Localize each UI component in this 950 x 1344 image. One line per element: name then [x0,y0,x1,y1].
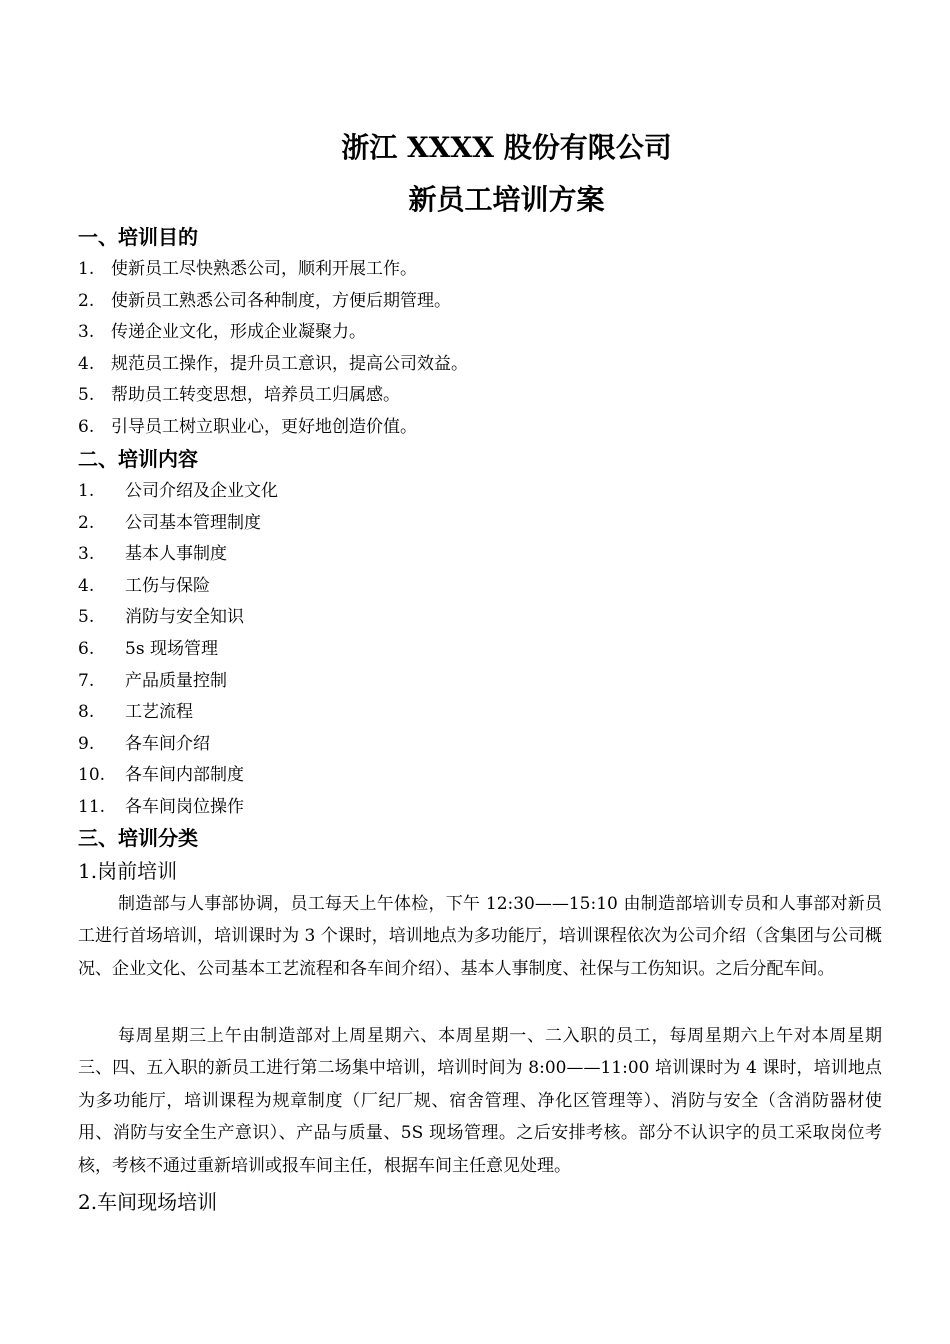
list-item-text: 规范员工操作，提升员工意识，提高公司效益。 [111,353,468,374]
list-item-text: 公司基本管理制度 [125,512,261,533]
list-item-number: 1. [78,259,95,279]
list-item-text: 消防与安全知识 [125,607,244,628]
list-item-number: 3. [78,544,95,565]
list-item-text: 产品质量控制 [125,670,227,691]
list-item-number: 2. [78,512,95,533]
subheading-workshop-training: 2.车间现场培训 [78,1190,218,1214]
list-item-text: 使新员工熟悉公司各种制度，方便后期管理。 [111,290,451,311]
section-heading-category: 三、培训分类 [78,826,198,850]
company-title: 浙江 XXXX 股份有限公司 [341,131,672,164]
list-item-text: 工艺流程 [125,702,193,723]
section-heading-content: 二、培训内容 [78,447,198,471]
document-title: 新员工培训方案 [408,183,605,216]
list-item-number: 10. [78,765,106,786]
list-item-text: 各车间岗位操作 [125,797,244,817]
list-item-text: 5s 现场管理 [125,639,218,659]
list-item-number: 4. [78,575,95,596]
paragraph-pre-job-2: 每周星期三上午由制造部对上周星期六、本周星期一、二入职的员工，每周星期六上午对本周星期三、四、五入职的新员工进行第二场集中培训，培训时间为 8:00——11:00 培训课时为 4 课时，培训地点为多功能厅，培训课程为规章制度（厂纪厂规、宿舍管理、净化区管理等）、消防与安全（含消防器材使用、消防与安全生产意识）、产品与质量、5S 现场管理。之后安排考核。部分不认识字的员工采取岗位考核，考核不通过重新培训或报车间主任，根据车间主任意见处理。 [78,1026,882,1176]
list-item-text: 传递企业文化，形成企业凝聚力。 [111,322,366,343]
paragraph-pre-job-1: 制造部与人事部协调，员工每天上午体检，下午 12:30——15:10 由制造部培训专员和人事部对新员工进行首场培训，培训课时为 3 个课时，培训地点为多功能厅，培训课程依次为公司介绍（含集团与公司概况、企业文化、公司基本工艺流程和各车间介绍）、基本人事制度、社保与工伤知识。之后分配车间。 [78,894,882,979]
list-item-number: 8. [78,702,95,723]
list-item-number: 5. [78,607,95,628]
list-item-number: 3. [78,322,95,343]
list-item-number: 6. [78,417,95,437]
list-item-text: 使新员工尽快熟悉公司，顺利开展工作。 [111,259,417,279]
list-item-number: 2. [78,290,95,311]
subheading-pre-job-training: 1.岗前培训 [78,859,178,883]
list-item-number: 9. [78,733,95,754]
list-item-text: 引导员工树立职业心，更好地创造价值。 [111,417,417,437]
list-item-number: 5. [78,385,95,406]
list-item-number: 7. [78,670,95,691]
list-item-text: 公司介绍及企业文化 [125,481,278,501]
list-item-text: 各车间内部制度 [125,765,244,786]
list-item-number: 1. [78,481,95,501]
list-item-number: 4. [78,353,95,374]
list-item-number: 11. [78,797,106,817]
list-item-text: 各车间介绍 [125,733,210,754]
list-item-text: 基本人事制度 [125,544,227,565]
list-item-text: 工伤与保险 [125,575,210,596]
section-heading-purpose: 一、培训目的 [78,225,198,249]
list-item-text: 帮助员工转变思想，培养员工归属感。 [111,385,400,406]
list-item-number: 6. [78,639,95,659]
